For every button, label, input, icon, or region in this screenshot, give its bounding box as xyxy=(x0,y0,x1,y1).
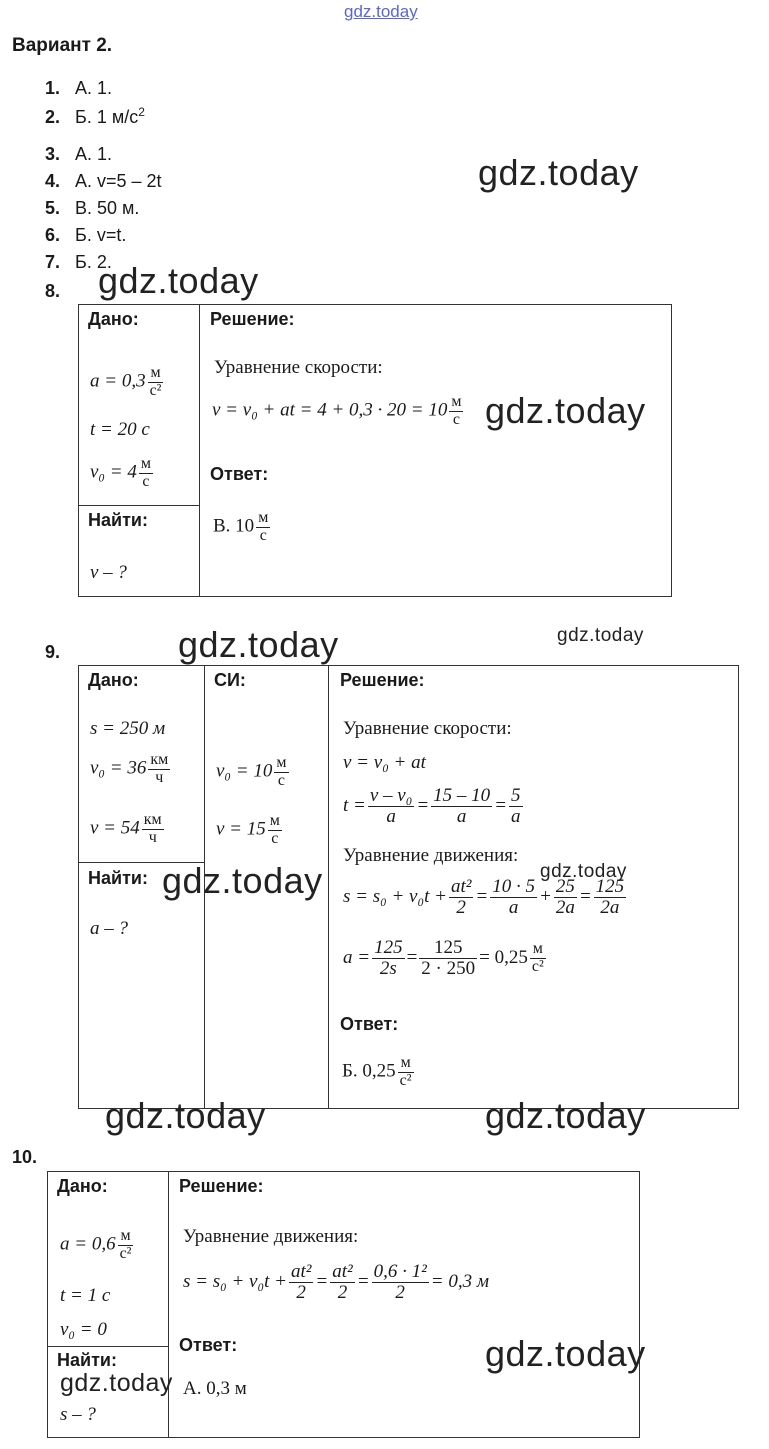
task-10-number: 10. xyxy=(12,1147,38,1167)
answer-number: 5. xyxy=(45,198,61,218)
watermark: gdz.today xyxy=(478,152,639,193)
given-t: t = 20 с xyxy=(90,419,150,440)
answer-text: А. 1. xyxy=(75,144,113,164)
variant-title: Вариант 2. xyxy=(12,35,113,56)
given-v: v = 54 $\frac{км}{ч}$ xyxy=(90,811,162,846)
watermark: gdz.today xyxy=(557,625,644,646)
watermark: gdz.today xyxy=(540,861,627,882)
answer-number: 4. xyxy=(45,171,61,191)
answer-text: Б. 2. xyxy=(75,252,112,272)
find-label: Найти: xyxy=(57,1350,117,1370)
watermark: gdz.today xyxy=(485,1095,646,1136)
answer-text: Б. 1 м/с xyxy=(75,107,139,127)
answer-item xyxy=(45,198,139,219)
find-value: a – ? xyxy=(90,918,128,939)
solution-label: Решение: xyxy=(340,670,425,690)
watermark: gdz.today xyxy=(485,1333,646,1374)
watermark-link[interactable]: gdz.today xyxy=(344,2,418,21)
answer-label: Ответ: xyxy=(340,1014,399,1034)
table-divider xyxy=(199,304,200,597)
answer-text: В. 50 м. xyxy=(75,198,140,218)
table-divider xyxy=(328,665,329,1109)
answer-label: Ответ: xyxy=(210,464,269,484)
answer-superscript: 2 xyxy=(138,105,145,119)
solution-label: Решение: xyxy=(210,309,295,329)
watermark: gdz.today xyxy=(485,390,646,431)
si-label: СИ: xyxy=(214,670,246,690)
answer-item xyxy=(45,78,112,99)
given-v0: v₀ = 36 $\frac{км}{ч}$ xyxy=(90,751,169,786)
equation-title: Уравнение скорости: xyxy=(214,357,383,378)
watermark: gdz.today xyxy=(98,260,259,301)
given-t: t = 1 с xyxy=(60,1285,111,1306)
si-v0: v₀ = 10 $\frac{м}{с}$ xyxy=(216,754,287,789)
answer-number: 3. xyxy=(45,144,61,164)
given-v0: v₀ = 0 xyxy=(60,1319,107,1340)
answer-item xyxy=(45,105,145,128)
equation: s = s₀ + v₀t + $\frac{\text{at²}}{2}$ = $\frac{10 \cdot 5}{a}$ + $\frac{25}{2a}$ = $\frac{125}{2a}$ xyxy=(343,876,625,918)
task-8-number: 8. xyxy=(45,281,61,301)
answer-value: Б. 0,25 $\frac{м}{\text{с²}}$ xyxy=(342,1054,412,1089)
find-value: v – ? xyxy=(90,562,127,583)
solution-label: Решение: xyxy=(179,1176,264,1196)
find-value: s – ? xyxy=(60,1404,96,1425)
answer-number: 6. xyxy=(45,225,61,245)
given-label: Дано: xyxy=(88,309,139,329)
equation: t = $\frac{\text{v – v₀}}{a}$ = $\frac{15 - 10}{a}$ = $\frac{5}{a}$ xyxy=(343,785,521,827)
watermark: gdz.today xyxy=(178,624,339,665)
given-s: s = 250 м xyxy=(90,718,166,739)
watermark: gdz.today xyxy=(162,860,323,901)
si-v: v = 15 $\frac{м}{с}$ xyxy=(216,812,280,847)
watermark: gdz.today xyxy=(105,1095,266,1136)
equation-title: Уравнение скорости: xyxy=(343,718,512,739)
answer-number: 7. xyxy=(45,252,61,272)
equation: a = $\frac{125}{2s}$ = $\frac{125}{2 \cdot 250}$ = 0,25 $\frac{м}{\text{с²}}$ xyxy=(343,937,544,979)
answer-value: А. 0,3 м xyxy=(183,1378,247,1399)
given-a: a = 0,3 $\frac{м}{\text{с²}}$ xyxy=(90,364,162,399)
answer-value: В. 10 $\frac{м}{с}$ xyxy=(213,509,269,544)
answer-item xyxy=(45,144,112,165)
task-9-number: 9. xyxy=(45,642,61,662)
watermark: gdz.today xyxy=(60,1369,173,1397)
table-divider xyxy=(78,505,199,506)
answer-text: Б. v=t. xyxy=(75,225,127,245)
given-a: a = 0,6 $\frac{м}{\text{с²}}$ xyxy=(60,1227,132,1262)
task-8-table xyxy=(78,304,672,597)
answer-number: 1. xyxy=(45,78,61,98)
answer-item xyxy=(45,171,162,192)
equation: v = v₀ + at = 4 + 0,3 · 20 = 10 $\frac{м}{с}$ xyxy=(212,393,462,428)
find-label: Найти: xyxy=(88,868,148,888)
answer-item xyxy=(45,225,126,246)
answer-label: Ответ: xyxy=(179,1335,238,1355)
equation-title: Уравнение движения: xyxy=(343,845,519,866)
equation: v = v₀ + at xyxy=(343,752,426,773)
answer-text: А. 1. xyxy=(75,78,113,98)
given-label: Дано: xyxy=(57,1176,108,1196)
equation-title: Уравнение движения: xyxy=(183,1226,359,1247)
given-label: Дано: xyxy=(88,670,139,690)
given-v0: v₀ = 4 $\frac{м}{с}$ xyxy=(90,455,151,490)
answer-number: 2. xyxy=(45,107,61,127)
answer-text: А. v=5 – 2t xyxy=(75,171,162,191)
find-label: Найти: xyxy=(88,510,148,530)
equation: s = s₀ + v₀t + $\frac{\text{at²}}{2}$ = $\frac{\text{at²}}{2}$ = $\frac{\text{0,6 · 1²}}{2}$ = 0,3 м xyxy=(183,1261,489,1303)
table-divider xyxy=(47,1346,168,1347)
